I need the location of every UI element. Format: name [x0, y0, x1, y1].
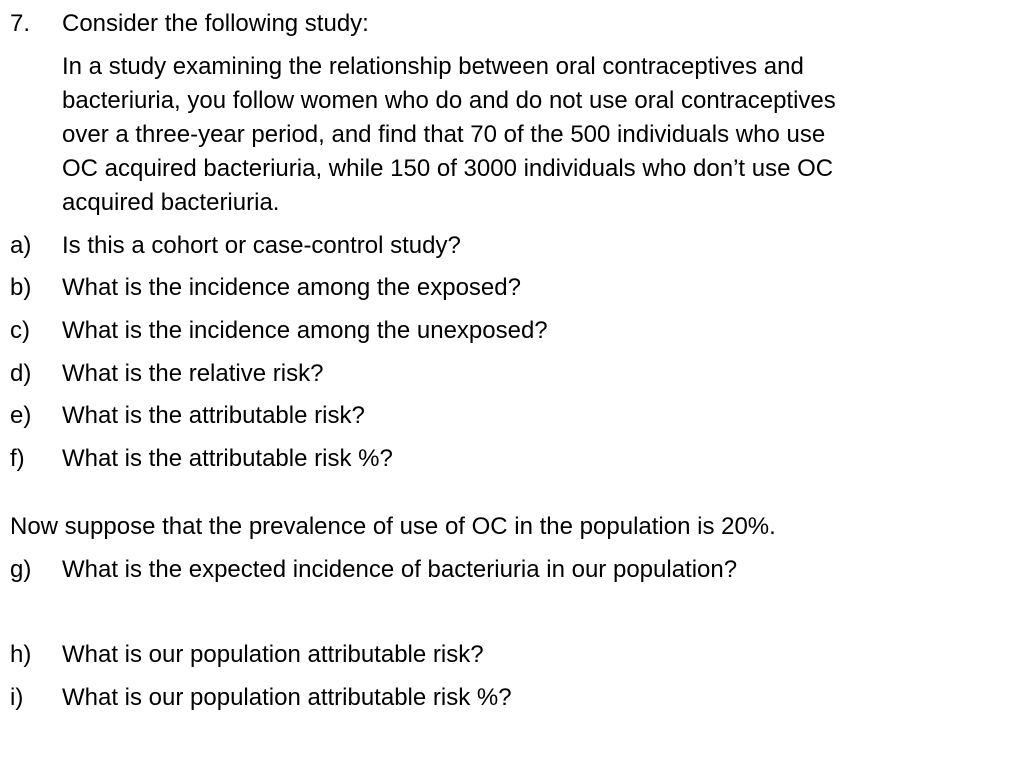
- list-marker: d): [10, 360, 32, 387]
- list-item-text: What is the attributable risk %?: [62, 445, 393, 472]
- question-number: 7.: [10, 10, 31, 37]
- study-description-line: OC acquired bacteriuria, while 150 of 3000 individuals who don’t use OC: [62, 155, 834, 182]
- list-marker: c): [10, 317, 30, 344]
- list-marker: f): [10, 445, 25, 472]
- list-marker: h): [10, 641, 32, 668]
- study-description-line: bacteriuria, you follow women who do and do not use oral contraceptives: [62, 87, 836, 114]
- list-item-text: What is the incidence among the exposed?: [62, 274, 521, 301]
- list-item-text: What is the incidence among the unexposed?: [62, 317, 548, 344]
- list-marker: i): [10, 684, 24, 711]
- list-item-text: What is the attributable risk?: [62, 402, 365, 429]
- list-item-text: What is our population attributable risk %?: [62, 684, 512, 711]
- list-marker: a): [10, 232, 32, 259]
- study-description: [62, 50, 1002, 220]
- followup-intro: Now suppose that the prevalence of use of OC in the population is 20%.: [10, 513, 776, 540]
- list-item-text: What is our population attributable risk?: [62, 641, 484, 668]
- list-item-text: What is the relative risk?: [62, 360, 324, 387]
- study-description-line: In a study examining the relationship between oral contraceptives and: [62, 53, 804, 80]
- list-item-text: Is this a cohort or case-control study?: [62, 232, 461, 259]
- study-description-line: over a three-year period, and find that 70 of the 500 individuals who use: [62, 121, 826, 148]
- study-description-line: acquired bacteriuria.: [62, 189, 280, 216]
- question-heading: Consider the following study:: [62, 10, 369, 37]
- list-marker: e): [10, 402, 32, 429]
- list-marker: b): [10, 274, 32, 301]
- list-item-text: What is the expected incidence of bacteriuria in our population?: [62, 556, 738, 583]
- list-marker: g): [10, 556, 32, 583]
